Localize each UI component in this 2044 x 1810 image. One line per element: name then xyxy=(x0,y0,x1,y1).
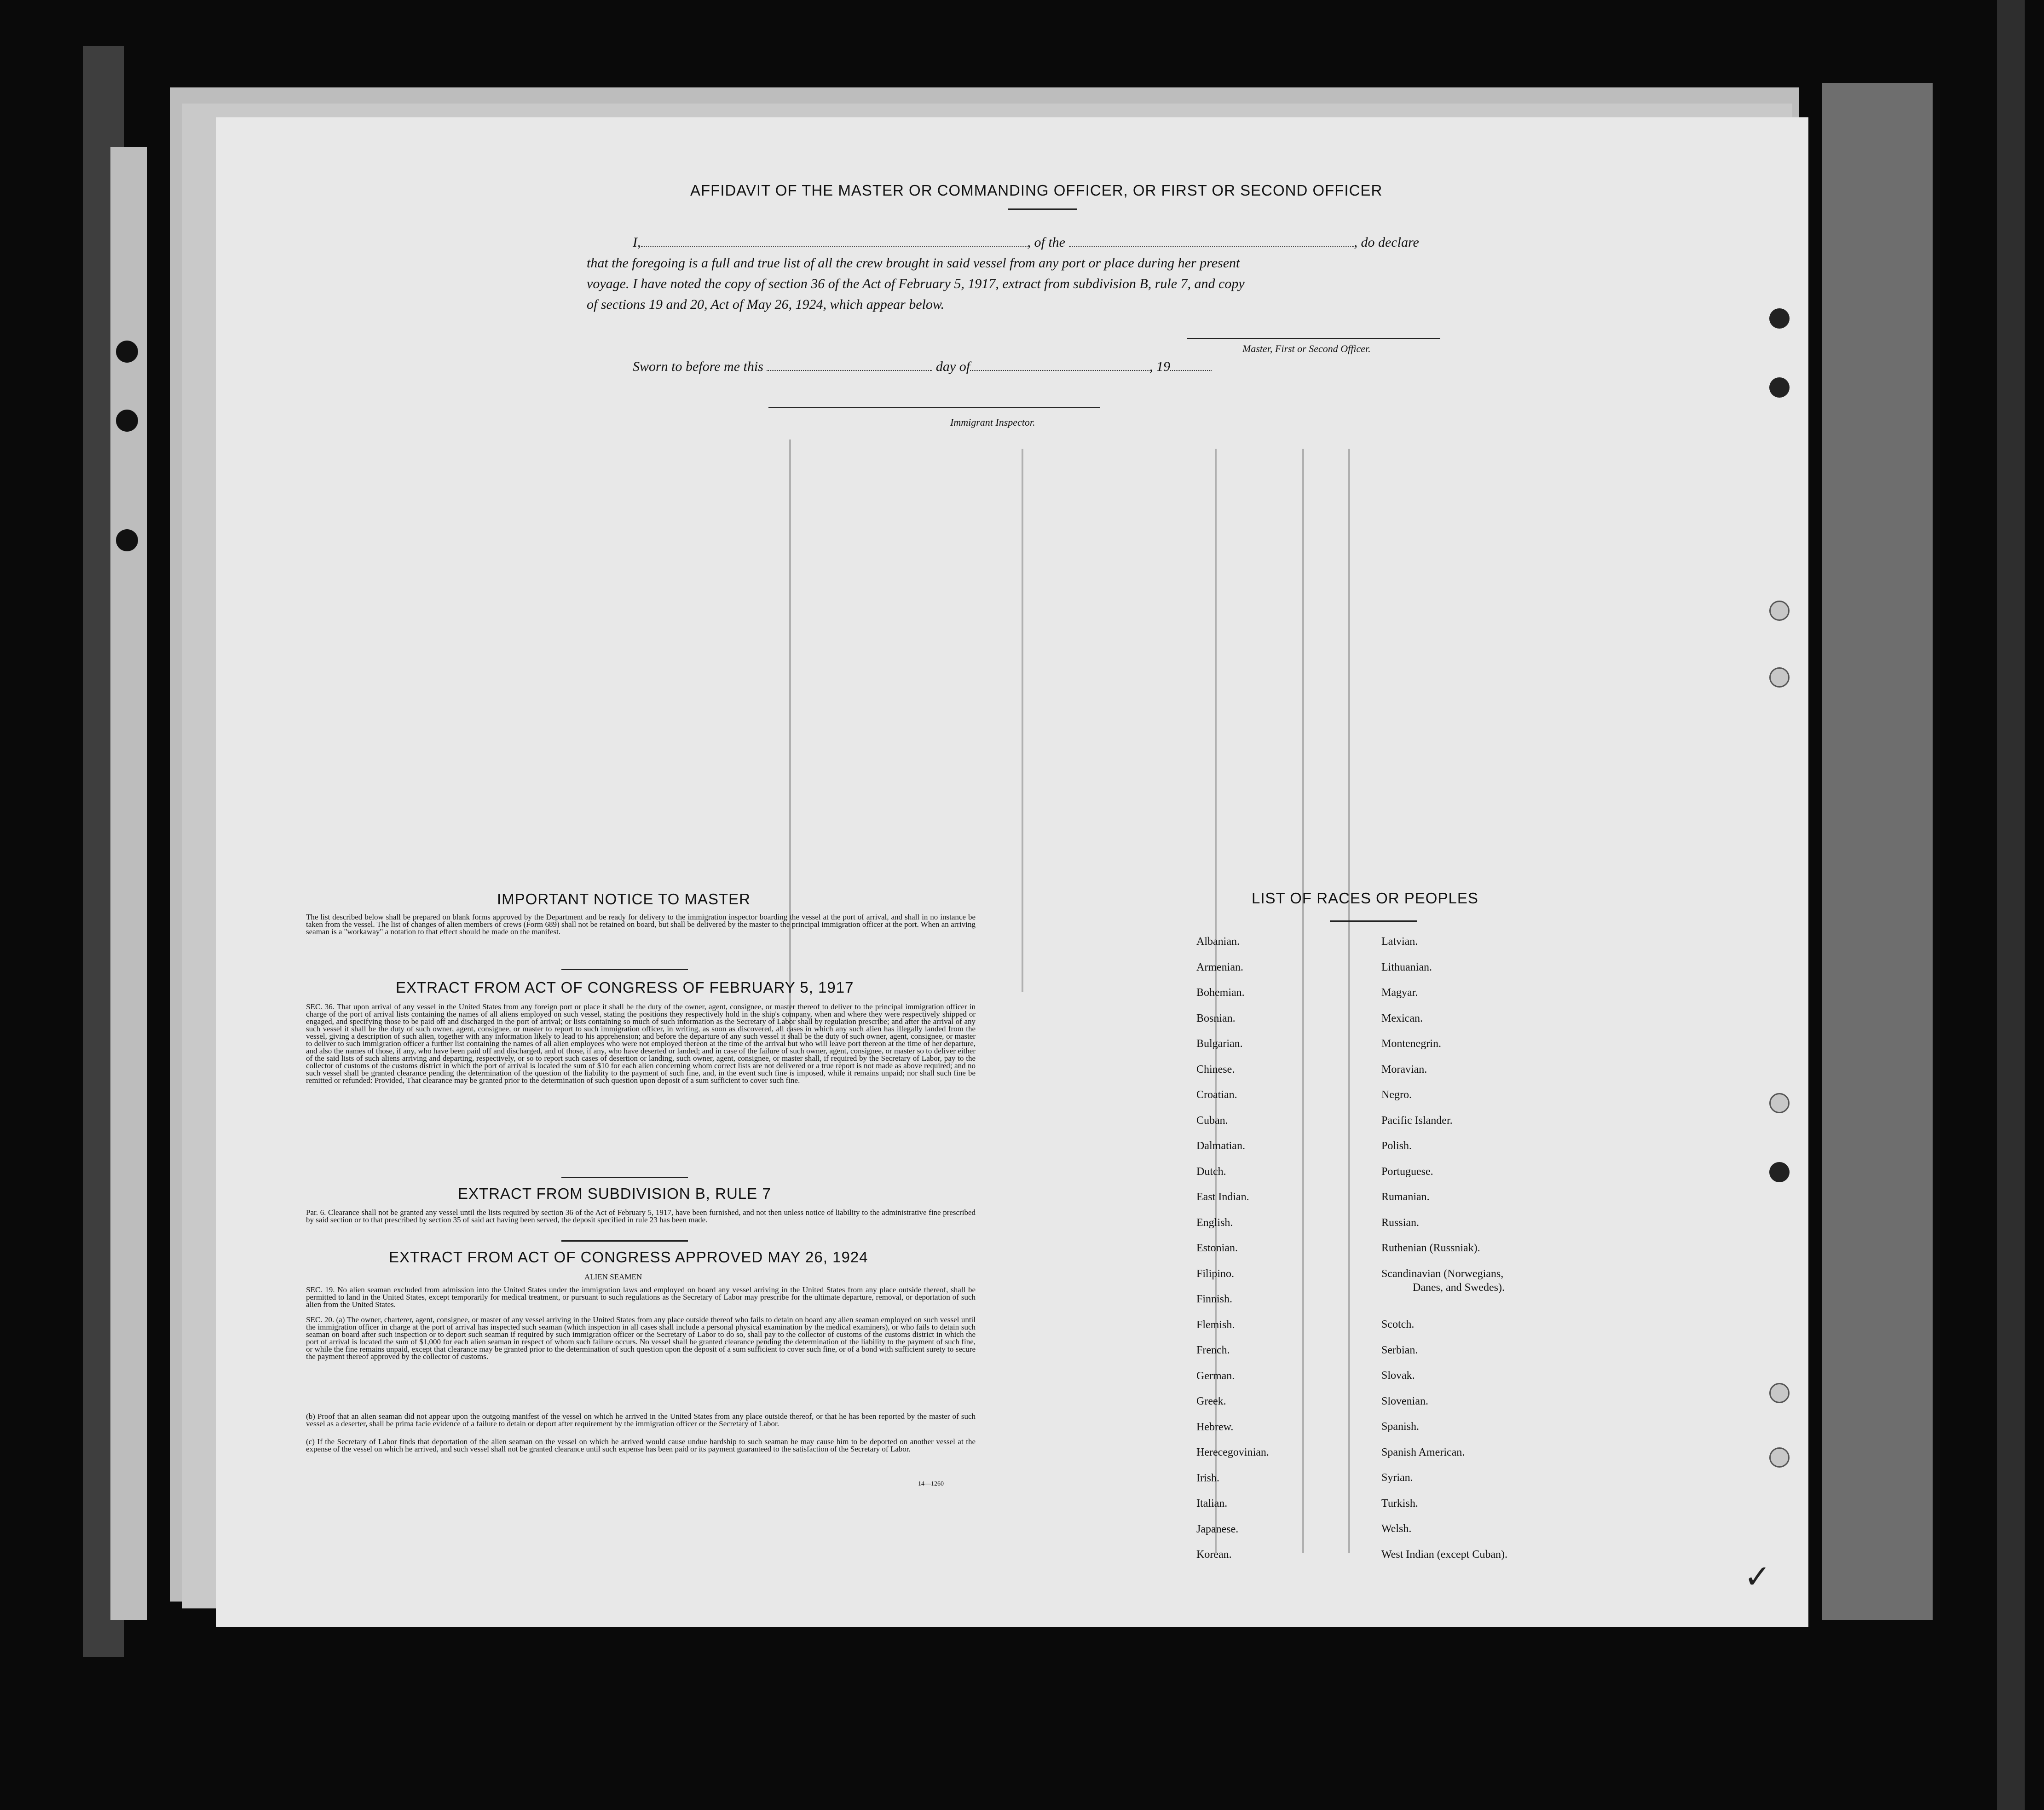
race-item: Scotch. xyxy=(1381,1318,1415,1330)
race-item: Filipino. xyxy=(1196,1267,1235,1280)
extract-1924-sec19: SEC. 19. No alien seaman excluded from admission into the United States under the immigration laws and employed on board any vessel arriving in the United States from any place outside thereof, shall be permitted to land in the United States, except temporarily for medical treatment, or pursuant to such regulations as the Secretary of Labor may prescribe for the ultimate departure, removal, or deportation of such alien from the United States. xyxy=(306,1285,976,1309)
sworn-year: , 19 xyxy=(1149,359,1171,374)
race-item: Spanish. xyxy=(1381,1421,1420,1433)
race-item: Welsh. xyxy=(1381,1523,1412,1535)
manifest-page xyxy=(216,117,1808,1627)
race-item: Greek. xyxy=(1196,1395,1226,1407)
race-item: German. xyxy=(1196,1370,1235,1382)
race-item: Serbian. xyxy=(1381,1344,1418,1356)
race-item: Bosnian. xyxy=(1196,1012,1236,1024)
affidavit-line-2: that the foregoing is a full and true list of all the crew brought in said vessel from any port or place during her present xyxy=(587,255,1240,271)
punch-hole xyxy=(1769,1383,1790,1403)
bleed-line xyxy=(789,439,791,1038)
year-blank xyxy=(1170,361,1212,371)
race-item: Slovenian. xyxy=(1381,1395,1428,1407)
races-title: LIST OF RACES OR PEOPLES xyxy=(1252,890,1478,907)
affidavit-line-3: voyage. I have noted the copy of section 36 of the Act of February 5, 1917, extract from subdivision B, rule 7, and copy xyxy=(587,276,1245,291)
vessel-blank xyxy=(1069,237,1354,247)
punch-hole xyxy=(116,341,138,363)
race-item: Russian. xyxy=(1381,1216,1420,1229)
race-item: Chinese. xyxy=(1196,1063,1235,1076)
bleed-line xyxy=(1022,449,1023,992)
section-rule xyxy=(561,1177,688,1178)
left-paper-strip xyxy=(110,147,147,1620)
race-item: Bohemian. xyxy=(1196,987,1245,999)
race-item: Negro. xyxy=(1381,1089,1412,1101)
race-item: Montenegrin. xyxy=(1381,1038,1441,1050)
punch-hole xyxy=(116,529,138,551)
race-item: Latvian. xyxy=(1381,936,1418,948)
affidavit-do-declare: , do declare xyxy=(1354,235,1419,250)
race-item: Mexican. xyxy=(1381,1012,1423,1024)
section-rule xyxy=(561,1240,688,1242)
race-item: Croatian. xyxy=(1196,1089,1237,1101)
race-item: Ruthenian (Russniak). xyxy=(1381,1242,1480,1254)
extract-1924-sec20a: SEC. 20. (a) The owner, charterer, agent, consignee, or master of any vessel arriving in the United States from any place outside thereof who fails to detain on board any alien seaman employed on such vessel until the immigration officer in charge at the port of arrival has inspected such seaman (which inspection in all cases shall include a personal physical examination by the medical examiners), or who fails to detain such seaman on board after such inspection or to deport such seaman if required by such immigration officer or the Secretary of Labor to do so, shall pay to the collector of customs of the customs district in which the port of arrival is located the sum of $1,000 for each alien seaman in respect of whom such failure occurs. No vessel shall be granted clearance pending the determination of the liability to the payment of such fine, or while the fine remains unpaid, except that clearance may be granted prior to the determination of such question upon the deposit of a sum sufficient to cover such fine, or of a bond with sufficient surety to secure the payment thereof approved by the collector of customs. xyxy=(306,1315,976,1361)
punch-hole xyxy=(1769,667,1790,688)
races-rule xyxy=(1330,920,1417,922)
bleed-line xyxy=(1302,449,1304,1553)
race-item: Flemish. xyxy=(1196,1318,1235,1331)
punch-hole xyxy=(116,410,138,432)
race-item: Danes, and Swedes). xyxy=(1413,1281,1505,1294)
extract-1924-subtitle: ALIEN SEAMEN xyxy=(584,1272,642,1281)
extract-1924-title: EXTRACT FROM ACT OF CONGRESS APPROVED MAY 26, 1924 xyxy=(389,1249,868,1266)
race-item: Korean. xyxy=(1196,1549,1232,1561)
master-caption: Master, First or Second Officer. xyxy=(1242,343,1371,354)
race-item: Portuguese. xyxy=(1381,1165,1433,1178)
extract-1924-sec20c: (c) If the Secretary of Labor finds that deportation of the alien seaman on the vessel on which he arrived would cause undue hardship to such seaman he may cause him to be deported on another vessel at the expense of the vessel on which he arrived, and such vessel shall not be granted clearance until such expense has been paid or its payment guaranteed to the satisfaction of the Secretary of Labor. xyxy=(306,1437,976,1453)
form-number: 14—1260 xyxy=(918,1480,944,1487)
punch-hole xyxy=(1769,1447,1790,1468)
race-item: Armenian. xyxy=(1196,961,1243,973)
race-item: Spanish American. xyxy=(1381,1446,1465,1458)
race-item: Turkish. xyxy=(1381,1497,1418,1509)
bleed-line xyxy=(1215,449,1217,1553)
race-item: West Indian (except Cuban). xyxy=(1381,1548,1507,1561)
race-item: Estonian. xyxy=(1196,1242,1238,1254)
race-item: Japanese. xyxy=(1196,1523,1239,1535)
extract-1924-sec20b: (b) Proof that an alien seaman did not appear upon the outgoing manifest of the vessel on which he arrived in the United States from any place outside thereof, or that he has been reported by the master of such vessel as a deserter, shall be prima facie evidence of a failure to detain or deport after requirement by the immigration officer or the Secretary of Labor. xyxy=(306,1412,976,1428)
punch-hole xyxy=(1769,377,1790,398)
scanner-edge xyxy=(1997,0,2025,1810)
race-item: Herecegovinian. xyxy=(1196,1446,1269,1458)
race-item: Moravian. xyxy=(1381,1063,1427,1076)
race-item: Cuban. xyxy=(1196,1114,1228,1127)
punch-hole xyxy=(1769,1093,1790,1113)
punch-hole xyxy=(1769,601,1790,621)
race-item: Dutch. xyxy=(1196,1165,1226,1178)
race-item: Hebrew. xyxy=(1196,1421,1234,1433)
punch-hole xyxy=(1769,308,1790,329)
race-item: French. xyxy=(1196,1344,1230,1356)
inspector-caption: Immigrant Inspector. xyxy=(950,416,1035,428)
extract-rule7-text: Par. 6. Clearance shall not be granted any vessel until the lists required by section 36 of the Act of February 5, 1917, have been furnished, and not then unless notice of liability to the administrative fine prescribed by said section or to that prescribed by section 35 of said act having been served, the deposit specified in rule 23 has been made. xyxy=(306,1208,976,1224)
race-item: Slovak. xyxy=(1381,1370,1415,1382)
race-item: Dalmatian. xyxy=(1196,1140,1245,1152)
affidavit-of-the: , of the xyxy=(1027,235,1065,250)
month-blank xyxy=(970,361,1149,371)
signature-rule xyxy=(1187,338,1440,339)
affidavit-i: I, xyxy=(633,235,641,250)
extract-rule7-title: EXTRACT FROM SUBDIVISION B, RULE 7 xyxy=(458,1185,771,1202)
race-item: Magyar. xyxy=(1381,987,1418,999)
race-item: Rumanian. xyxy=(1381,1191,1430,1203)
notice-text: The list described below shall be prepared on blank forms approved by the Department and be ready for delivery to the immigration inspector boarding the vessel at the port of arrival, and shall in no instance be taken from the vessel. The list of changes of alien members of crews (Form 689) shall not be retained on board, but shall be delivered by the master to the principal immigration officer at the port. When an arriving seaman is a "workaway" a notation to that effect should be made on the manifest. xyxy=(306,913,976,936)
day-blank xyxy=(767,361,932,371)
bleed-line xyxy=(1348,449,1350,1553)
sworn-day: day of xyxy=(935,359,970,374)
pencil-check-mark: ✓ xyxy=(1744,1558,1771,1596)
sworn-line xyxy=(633,359,1212,375)
section-rule xyxy=(561,969,688,970)
affidavit-line-1 xyxy=(633,235,1419,250)
race-item: Scandinavian (Norwegians, xyxy=(1381,1267,1504,1280)
extract-1917-title: EXTRACT FROM ACT OF CONGRESS OF FEBRUARY 5, 1917 xyxy=(396,979,854,996)
extract-1917-text: SEC. 36. That upon arrival of any vessel in the United States from any foreign port or place it shall be the duty of the owner, agent, consignee, or master thereof to deliver to the principal immigration officer in charge of the port of arrival lists containing the names of all aliens employed on such vessel, stating the positions they respectively hold in the ship's company, when and where they were respectively shipped or engaged, and specifying those to be paid off and discharged in the port of arrival; or lists containing so much of such information as the Secretary of Labor shall by regulation prescribe; and after the arrival of any such vessel it shall be the duty of such owner, agent, consignee, or master to report to such immigration officer, in writing, as soon as discovered, all cases in which any such alien has illegally landed from the vessel, giving a description of such alien, together with any information likely to lead to his apprehension; and before the departure of any such vessel it shall be the duty of such owner, agent, consignee, or master to deliver to such immigration officer a further list containing the names of all alien employees who were not employed thereon at the time of the arrival but who will leave port thereon at the time of her departure, and also the names of those, if any, who have been paid off and discharged, and of those, if any, who have deserted or landed; and in case of the failure of such owner, agent, consignee, or master so to deliver either of the said lists of such aliens arriving and departing, respectively, or so to report such cases of desertion or landing, such owner, agent, consignee, or master shall, if required by the Secretary of Labor, pay to the collector of customs of the customs district in which the port of arrival is located the sum of $10 for each alien concerning whom correct lists are not delivered or a true report is not made as above required; and no such vessel shall be granted clearance pending the determination of the question of the liability to the payment of such fine, and, in the event such fine is imposed, while it remains unpaid; nor shall such fine be remitted or refunded: Provided, That clearance may be granted prior to the determination of such question upon deposit of a sum sufficient to cover such fine. xyxy=(306,1002,976,1085)
punch-hole xyxy=(1769,1162,1790,1182)
affidavit-line-4: of sections 19 and 20, Act of May 26, 1924, which appear below. xyxy=(587,297,945,312)
race-item: Finnish. xyxy=(1196,1293,1233,1305)
sworn-prefix: Sworn to before me this xyxy=(633,359,763,374)
race-item: Italian. xyxy=(1196,1498,1228,1509)
affidavit-title: AFFIDAVIT OF THE MASTER OR COMMANDING OFFICER, OR FIRST OR SECOND OFFICER xyxy=(690,182,1383,199)
race-item: Albanian. xyxy=(1196,936,1240,948)
name-blank xyxy=(641,237,1028,247)
title-rule xyxy=(1008,208,1077,210)
race-item: Syrian. xyxy=(1381,1472,1413,1484)
inspector-rule xyxy=(768,407,1100,408)
right-shadow-band xyxy=(1822,83,1933,1620)
race-item: Bulgarian. xyxy=(1196,1038,1243,1050)
race-item: Irish. xyxy=(1196,1472,1219,1484)
race-item: Pacific Islander. xyxy=(1381,1114,1453,1127)
race-item: Lithuanian. xyxy=(1381,961,1432,973)
race-item: English. xyxy=(1196,1216,1233,1229)
race-item: Polish. xyxy=(1381,1140,1412,1152)
race-item: East Indian. xyxy=(1196,1191,1249,1203)
notice-title: IMPORTANT NOTICE TO MASTER xyxy=(497,891,751,908)
